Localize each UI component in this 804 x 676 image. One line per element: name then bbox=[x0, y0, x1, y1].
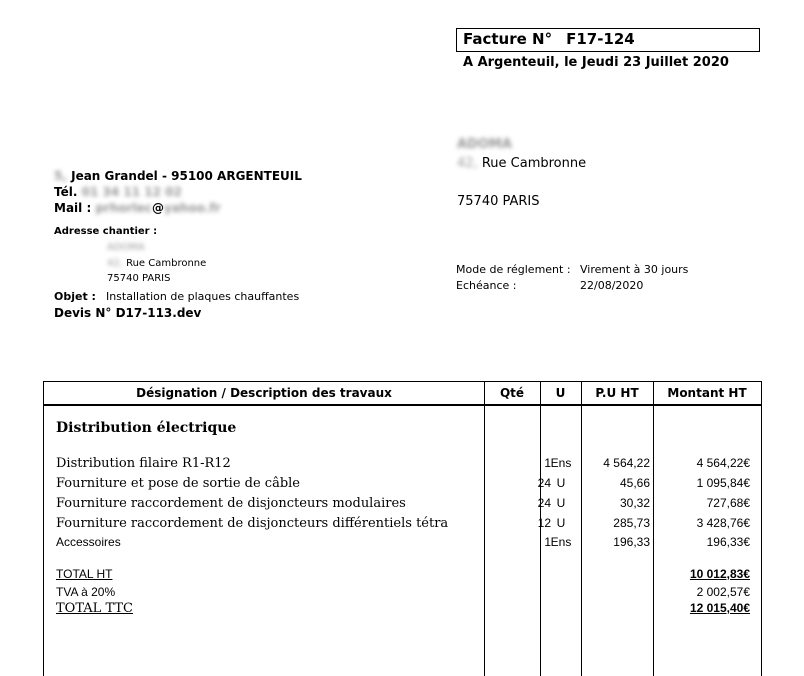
row-designation: Fourniture raccordement de disjoncteurs différentiels tétra bbox=[56, 516, 449, 531]
site-street-name: Rue Cambronne bbox=[126, 258, 207, 269]
client-name: ADOMA bbox=[457, 137, 512, 152]
column-divider bbox=[581, 382, 582, 676]
row-qty: 12 bbox=[537, 516, 551, 530]
invoice-label: Facture N° bbox=[463, 30, 553, 48]
site-address-label: Adresse chantier : bbox=[54, 226, 158, 237]
payment-due-value: 22/08/2020 bbox=[580, 279, 644, 292]
row-unit: U bbox=[556, 476, 566, 490]
column-divider bbox=[653, 382, 654, 676]
sender-mail-label: Mail : bbox=[54, 201, 92, 215]
header-designation: Désignation / Description des travaux bbox=[136, 386, 392, 400]
row-amount: 196,33€ bbox=[706, 535, 750, 549]
tva-value: 2 002,57€ bbox=[696, 585, 750, 599]
sender-mail bbox=[54, 201, 221, 215]
total-ht-value: 10 012,83€ bbox=[689, 567, 750, 581]
row-designation: Fourniture et pose de sortie de câble bbox=[56, 476, 301, 491]
client-street-no: 42, bbox=[457, 156, 478, 171]
invoice-title bbox=[463, 30, 635, 48]
row-qty: 24 bbox=[537, 476, 551, 490]
row-unit-price: 30,32 bbox=[619, 496, 650, 510]
sender-address-prefix: 5, bbox=[54, 169, 67, 183]
sender-address-text: Jean Grandel - 95100 ARGENTEUIL bbox=[71, 169, 302, 183]
row-amount: 727,68€ bbox=[706, 496, 750, 510]
site-name: ADOMA bbox=[107, 242, 145, 253]
row-designation: Accessoires bbox=[56, 535, 121, 549]
row-qty: 1 bbox=[544, 535, 551, 549]
sender-phone bbox=[54, 185, 182, 199]
sender-mail-at: @ bbox=[152, 201, 165, 215]
object-label: Objet : bbox=[54, 290, 96, 303]
row-unit-price: 4 564,22 bbox=[603, 456, 650, 470]
row-unit: U bbox=[556, 516, 566, 530]
object-line bbox=[54, 290, 299, 303]
row-unit-price: 45,66 bbox=[619, 476, 650, 490]
sender-mail-user: prhorlec bbox=[95, 201, 153, 215]
client-street bbox=[457, 156, 586, 171]
payment-mode-label: Mode de réglement : bbox=[456, 263, 571, 276]
header-qty: Qté bbox=[499, 386, 525, 400]
row-qty: 24 bbox=[537, 496, 551, 510]
row-unit-price: 196,33 bbox=[613, 535, 650, 549]
section-title: Distribution électrique bbox=[56, 420, 237, 436]
sender-address bbox=[54, 169, 302, 183]
row-designation: Distribution filaire R1-R12 bbox=[56, 456, 231, 471]
total-ttc-value: 12 015,40€ bbox=[689, 601, 750, 615]
header-divider bbox=[44, 404, 761, 406]
header-unit: U bbox=[555, 386, 566, 400]
payment-mode-value: Virement à 30 jours bbox=[580, 263, 689, 276]
total-ht-label: TOTAL HT bbox=[56, 567, 113, 581]
row-designation: Fourniture raccordement de disjoncteurs modulaires bbox=[56, 496, 406, 511]
invoice-number: F17-124 bbox=[566, 30, 635, 48]
row-unit: U bbox=[556, 496, 566, 510]
row-unit-price: 285,73 bbox=[613, 516, 650, 530]
header-amount: Montant HT bbox=[667, 386, 747, 400]
tva-label: TVA à 20% bbox=[56, 585, 116, 599]
row-amount: 4 564,22€ bbox=[696, 456, 750, 470]
row-unit: Ens bbox=[550, 456, 572, 470]
invoice-place-date: A Argenteuil, le Jeudi 23 Juillet 2020 bbox=[463, 55, 729, 70]
client-city: 75740 PARIS bbox=[457, 194, 540, 209]
site-street-no: 42, bbox=[107, 258, 123, 269]
header-unit-price: P.U HT bbox=[595, 386, 639, 400]
sender-phone-number: 01 34 11 12 02 bbox=[81, 185, 182, 199]
sender-mail-provider: yahoo.fr bbox=[164, 201, 221, 215]
payment-due-label: Echéance : bbox=[456, 279, 517, 292]
quote-number: Devis N° D17-113.dev bbox=[54, 306, 202, 320]
sender-phone-label: Tél. bbox=[54, 185, 78, 199]
site-street bbox=[107, 258, 206, 269]
row-unit: Ens bbox=[550, 535, 572, 549]
client-street-name: Rue Cambronne bbox=[481, 156, 587, 171]
object-value: Installation de plaques chauffantes bbox=[105, 290, 300, 303]
items-table bbox=[43, 381, 762, 676]
site-city: 75740 PARIS bbox=[107, 273, 171, 284]
column-divider bbox=[484, 382, 485, 676]
row-amount: 1 095,84€ bbox=[696, 476, 750, 490]
row-amount: 3 428,76€ bbox=[696, 516, 750, 530]
row-qty: 1 bbox=[544, 456, 551, 470]
total-ttc-label: TOTAL TTC bbox=[56, 601, 133, 616]
